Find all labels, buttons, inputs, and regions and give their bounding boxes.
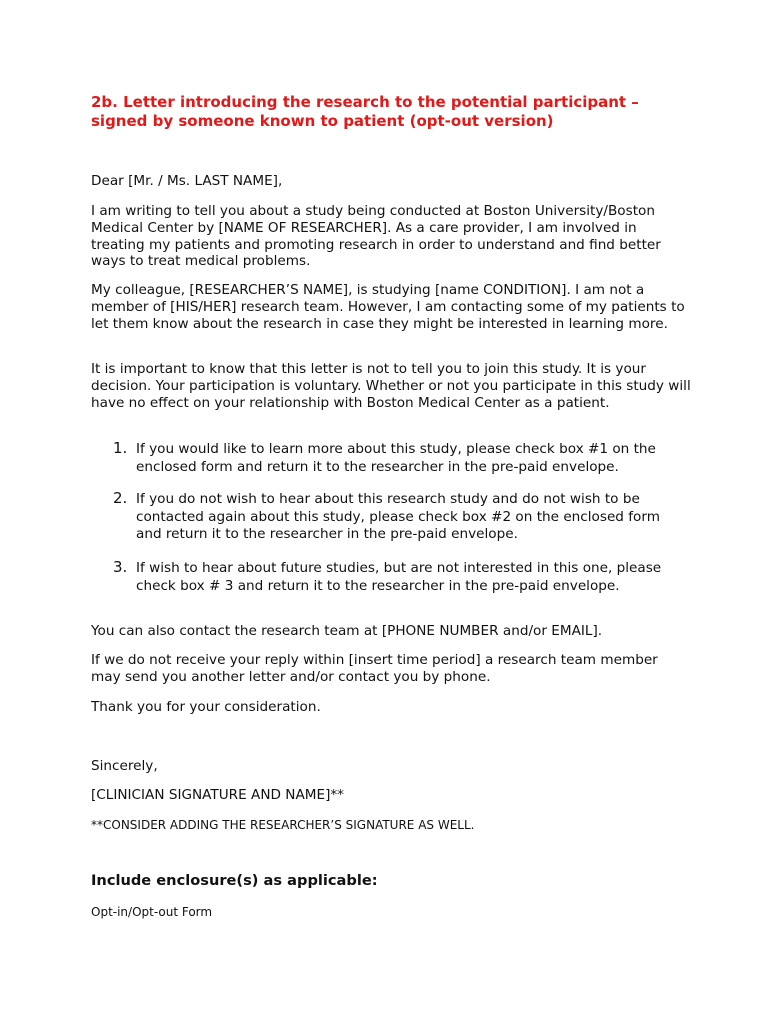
signature-footnote: **CONSIDER ADDING THE RESEARCHER’S SIGNATURE AS WELL. xyxy=(91,818,475,832)
closing: Sincerely, xyxy=(91,758,158,774)
list-number: 3. xyxy=(113,558,128,576)
enclosure-item: Opt-in/Opt-out Form xyxy=(91,905,213,919)
enclosure-heading: Include enclosure(s) as applicable: xyxy=(91,872,378,889)
paragraph-followup: If we do not receive your reply within [insert time period] a research team member may send you another letter and/or contact you by phone. xyxy=(91,652,658,685)
thanks-line: Thank you for your consideration. xyxy=(91,699,321,715)
paragraph-colleague: My colleague, [RESEARCHER’S NAME], is studying [name CONDITION]. I am not a member of [HIS/HER] research team. However, I am contacting some of my patients to let them know about the research in case they might be interested in learning more. xyxy=(91,282,685,332)
list-number: 1. xyxy=(113,439,128,457)
signature-line: [CLINICIAN SIGNATURE AND NAME]** xyxy=(91,787,344,803)
paragraph-voluntary: It is important to know that this letter is not to tell you to join this study. It is your decision. Your participation is voluntary. Whether or not you participate in this study will have no effect on your relationship with Boston Medical Center as a patient. xyxy=(91,361,691,411)
list-text: If you would like to learn more about this study, please check box #1 on the enclosed form and return it to the researcher in the pre-paid envelope. xyxy=(136,441,656,475)
paragraph-study-intro: I am writing to tell you about a study being conducted at Boston University/Boston Medical Center by [NAME OF RESEARCHER]. As a care provider, I am involved in treating my patients and promoting research in order to understand and find better ways to treat medical problems. xyxy=(91,203,661,270)
list-text: If wish to hear about future studies, but are not interested in this one, please check box # 3 and return it to the researcher in the pre-paid envelope. xyxy=(136,560,662,594)
list-text: If you do not wish to hear about this research study and do not wish to be contacted again about this study, please check box #2 on the enclosed form and return it to the researcher in the pre-paid envelope. xyxy=(136,491,660,542)
salutation: Dear [Mr. / Ms. LAST NAME], xyxy=(91,173,283,189)
list-number: 2. xyxy=(113,489,128,507)
document-title: 2b. Letter introducing the research to the potential participant – signed by someone known to patient (opt-out version) xyxy=(91,93,639,130)
paragraph-contact: You can also contact the research team at [PHONE NUMBER and/or EMAIL]. xyxy=(91,623,603,639)
